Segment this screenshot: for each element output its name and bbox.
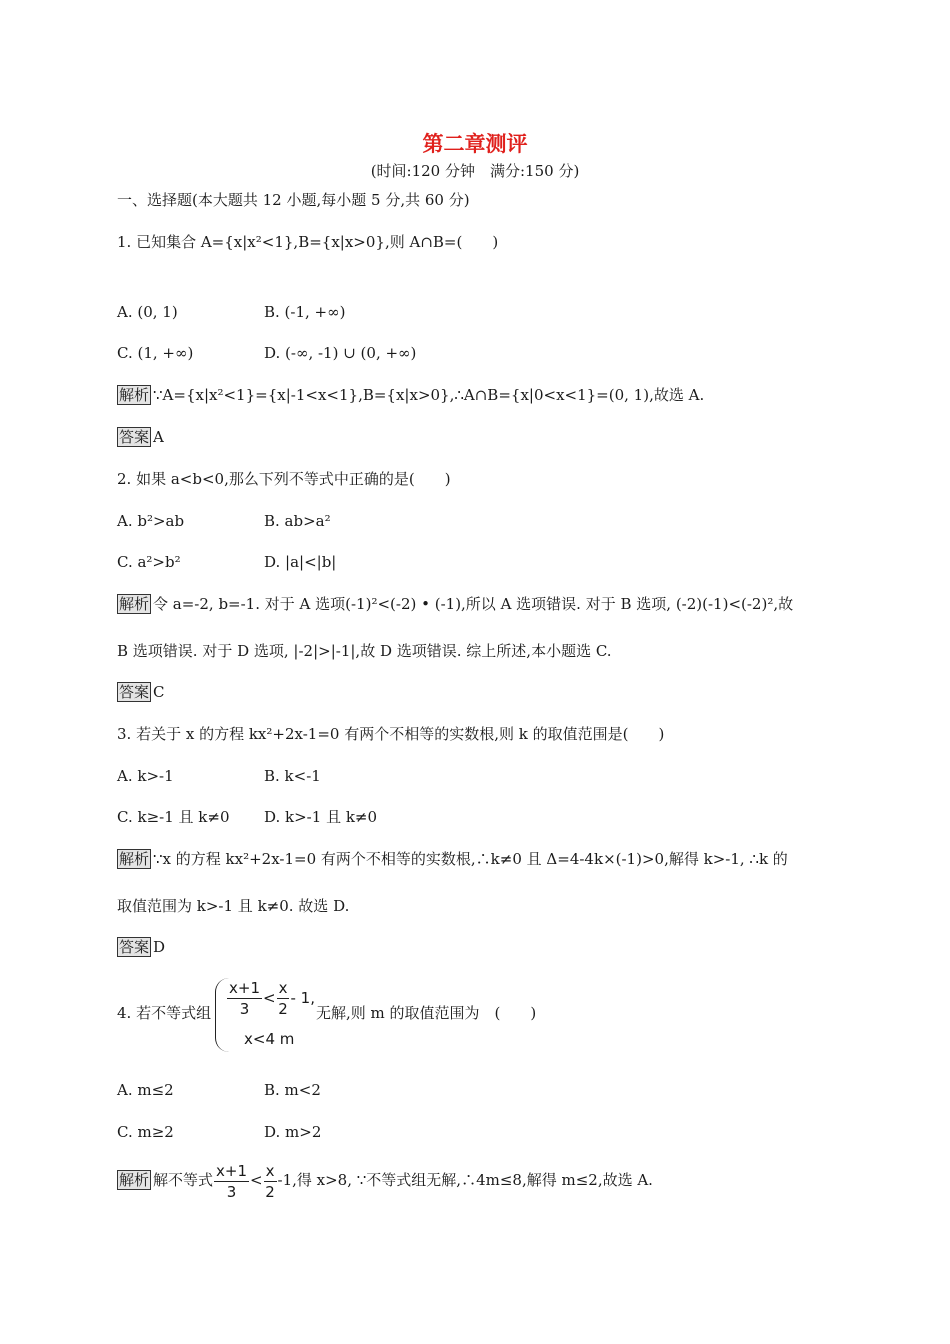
question-4-suffix: 无解,则 m 的取值范围为 ( ) — [316, 1004, 537, 1022]
answer-tag: 答案 — [119, 428, 150, 446]
question-1-stem: 1. 已知集合 A={x|x²<1},B={x|x>0},则 A∩B=( ) — [117, 233, 499, 251]
system-row-1: $\frac{x+1}{3}$ < $\frac{x}{2}$ - 1, — [229, 979, 315, 1018]
section-heading: 一、选择题(本大题共 12 小题,每小题 5 分,共 60 分) — [117, 191, 470, 209]
q2-answer-text: C — [153, 683, 165, 701]
analysis-tag: 解析 — [119, 386, 150, 404]
q2-analysis — [117, 594, 793, 614]
q3-option-d: D. k>-1 且 k≠0 — [264, 808, 378, 826]
answer-tag: 答案 — [119, 938, 150, 956]
answer-tag: 答案 — [119, 683, 150, 701]
q3-analysis — [117, 849, 788, 869]
q4-analysis-prefix: 解不等式 — [153, 1171, 214, 1189]
q4-option-d: D. m>2 — [264, 1123, 322, 1141]
q4-analysis: 解析 解不等式 $\frac{x+1}{3}$ < $\frac{x}{2}$ -1,得 x>8, ∵不等式组无解,∴4m≤8,解得 m≤2,故选 A. — [119, 1161, 653, 1201]
q4-analysis-suffix: -1,得 x>8, ∵不等式组无解,∴4m≤8,解得 m≤2,故选 A. — [277, 1171, 653, 1189]
q2-option-c: C. a²>b² — [117, 553, 181, 571]
inequality-system-brace — [215, 978, 316, 1052]
q3-answer-text: D — [153, 938, 166, 956]
q2-option-b: B. ab>a² — [264, 512, 331, 530]
q1-analysis-text: ∵A={x|x²<1}={x|-1<x<1},B={x|x>0},∴A∩B={x|0<x<1}=(0, 1),故选 A. — [153, 386, 705, 404]
question-3-stem: 3. 若关于 x 的方程 kx²+2x-1=0 有两个不相等的实数根,则 k 的取值范围是( ) — [117, 725, 665, 743]
q3-analysis-line2: 取值范围为 k>-1 且 k≠0. 故选 D. — [117, 897, 350, 915]
q4-option-a: A. m≤2 — [117, 1081, 174, 1099]
fraction-x-plus-1-over-3: $\frac{x+1}{3}$ — [229, 979, 260, 1018]
q1-option-b: B. (-1, +∞) — [264, 303, 346, 321]
question-2-stem: 2. 如果 a<b<0,那么下列不等式中正确的是( ) — [117, 470, 451, 488]
q3-answer — [117, 937, 165, 957]
fraction-x-over-2: $\frac{x}{2}$ — [278, 979, 288, 1018]
q2-answer — [117, 682, 165, 702]
page-title: 第二章测评 — [422, 132, 528, 156]
q1-option-c: C. (1, +∞) — [117, 344, 194, 362]
q1-option-d: D. (-∞, -1) ∪ (0, +∞) — [264, 344, 417, 362]
q2-option-d: D. |a|<|b| — [264, 553, 337, 571]
fraction-x-over-2: $\frac{x}{2}$ — [265, 1161, 275, 1201]
q3-option-b: B. k<-1 — [264, 767, 321, 785]
q1-analysis — [117, 385, 704, 405]
q1-answer-text: A — [153, 428, 164, 446]
q2-analysis-line1: 令 a=-2, b=-1. 对于 A 选项(-1)²<(-2) • (-1),所以 A 选项错误. 对于 B 选项, (-2)(-1)<(-2)²,故 — [153, 595, 794, 613]
q4-option-c: C. m≥2 — [117, 1123, 174, 1141]
q3-option-a: A. k>-1 — [117, 767, 174, 785]
q2-option-a: A. b²>ab — [117, 512, 185, 530]
q3-analysis-line1: ∵x 的方程 kx²+2x-1=0 有两个不相等的实数根,∴k≠0 且 Δ=4-4k×(-1)>0,解得 k>-1, ∴k 的 — [153, 850, 788, 868]
exam-info: (时间:120 分钟 满分:150 分) — [370, 162, 580, 180]
analysis-tag: 解析 — [119, 850, 150, 868]
system-row-2: x<4 m — [244, 1030, 295, 1048]
q3-option-c: C. k≥-1 且 k≠0 — [117, 808, 230, 826]
analysis-tag: 解析 — [119, 595, 150, 613]
question-4-prefix: 4. 若不等式组 — [117, 1004, 212, 1022]
q1-answer — [117, 427, 164, 447]
q2-analysis-line2: B 选项错误. 对于 D 选项, |-2|>|-1|,故 D 选项错误. 综上所述,本小题选 C. — [117, 642, 612, 660]
q1-option-a: A. (0, 1) — [117, 303, 178, 321]
fraction-x-plus-1-over-3: $\frac{x+1}{3}$ — [216, 1161, 248, 1201]
analysis-tag: 解析 — [119, 1171, 150, 1189]
q4-option-b: B. m<2 — [264, 1081, 321, 1099]
